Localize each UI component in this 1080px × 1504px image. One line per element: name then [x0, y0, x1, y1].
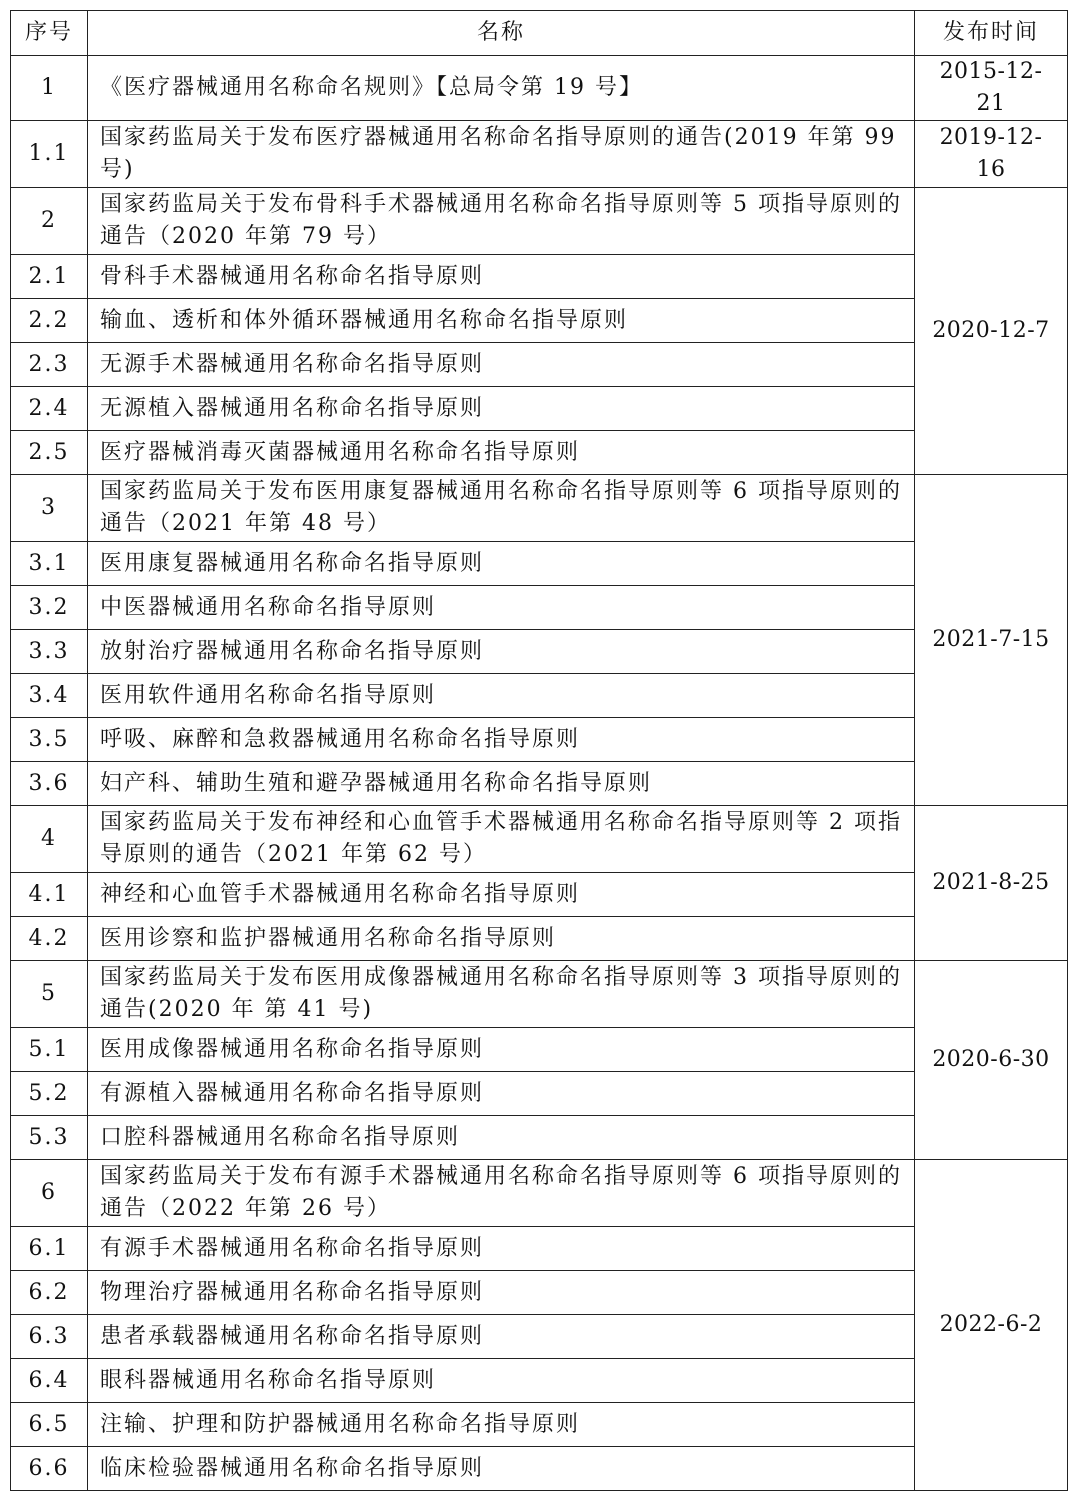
item-name: 医用成像器械通用名称命名指导原则	[88, 1028, 915, 1072]
item-no: 6.4	[11, 1359, 88, 1403]
table-row	[11, 762, 1068, 806]
table-row	[11, 387, 1068, 431]
table-row	[11, 586, 1068, 630]
item-no: 2.4	[11, 387, 88, 431]
item-name: 神经和心血管手术器械通用名称命名指导原则	[88, 873, 915, 917]
item-no: 6.3	[11, 1315, 88, 1359]
table-row	[11, 1315, 1068, 1359]
table-row	[11, 188, 1068, 255]
group-name: 国家药监局关于发布有源手术器械通用名称命名指导原则等 6 项指导原则的通告（2022 年第 26 号）	[88, 1160, 915, 1227]
item-name: 患者承载器械通用名称命名指导原则	[88, 1315, 915, 1359]
table-row	[11, 299, 1068, 343]
header-date: 发布时间	[915, 11, 1068, 56]
table-row	[11, 630, 1068, 674]
table-row	[11, 961, 1068, 1028]
item-no: 2.1	[11, 255, 88, 299]
item-no: 6.2	[11, 1271, 88, 1315]
item-no: 5.3	[11, 1116, 88, 1160]
group-name: 国家药监局关于发布骨科手术器械通用名称命名指导原则等 5 项指导原则的通告（2020 年第 79 号）	[88, 188, 915, 255]
item-no: 2.5	[11, 431, 88, 475]
header-no: 序号	[11, 11, 88, 56]
item-name: 医用诊察和监护器械通用名称命名指导原则	[88, 917, 915, 961]
item-name: 呼吸、麻醉和急救器械通用名称命名指导原则	[88, 718, 915, 762]
item-no: 3.1	[11, 542, 88, 586]
item-name: 医用康复器械通用名称命名指导原则	[88, 542, 915, 586]
item-name: 输血、透析和体外循环器械通用名称命名指导原则	[88, 299, 915, 343]
item-no: 6.6	[11, 1447, 88, 1491]
table-row	[11, 917, 1068, 961]
group-name: 国家药监局关于发布医用成像器械通用名称命名指导原则等 3 项指导原则的通告(2020 年 第 41 号)	[88, 961, 915, 1028]
group-date: 2020-12-7	[915, 188, 1068, 475]
item-no: 6.1	[11, 1227, 88, 1271]
item-no: 3.2	[11, 586, 88, 630]
table-row	[11, 1072, 1068, 1116]
item-no: 2.2	[11, 299, 88, 343]
table-row	[11, 1028, 1068, 1072]
table-row	[11, 1447, 1068, 1491]
table-row	[11, 56, 1068, 121]
table-row	[11, 121, 1068, 188]
row-date: 2015-12-21	[915, 56, 1068, 121]
item-no: 4.1	[11, 873, 88, 917]
item-no: 5.2	[11, 1072, 88, 1116]
item-no: 4.2	[11, 917, 88, 961]
item-name: 医疗器械消毒灭菌器械通用名称命名指导原则	[88, 431, 915, 475]
item-name: 临床检验器械通用名称命名指导原则	[88, 1447, 915, 1491]
table-row	[11, 1359, 1068, 1403]
guideline-table	[10, 10, 1068, 1491]
group-date: 2021-7-15	[915, 475, 1068, 806]
item-name: 医用软件通用名称命名指导原则	[88, 674, 915, 718]
item-name: 物理治疗器械通用名称命名指导原则	[88, 1271, 915, 1315]
item-name: 骨科手术器械通用名称命名指导原则	[88, 255, 915, 299]
table-row	[11, 343, 1068, 387]
item-name: 妇产科、辅助生殖和避孕器械通用名称命名指导原则	[88, 762, 915, 806]
item-no: 3.6	[11, 762, 88, 806]
table-row	[11, 255, 1068, 299]
row-no: 1	[11, 56, 88, 121]
item-no: 3.4	[11, 674, 88, 718]
table-row	[11, 1160, 1068, 1227]
item-name: 放射治疗器械通用名称命名指导原则	[88, 630, 915, 674]
item-name: 有源植入器械通用名称命名指导原则	[88, 1072, 915, 1116]
group-no: 5	[11, 961, 88, 1028]
table-row	[11, 1271, 1068, 1315]
item-name: 无源手术器械通用名称命名指导原则	[88, 343, 915, 387]
header-row	[11, 11, 1068, 56]
row-name: 《医疗器械通用名称命名规则》【总局令第 19 号】	[88, 56, 915, 121]
group-date: 2020-6-30	[915, 961, 1068, 1160]
group-no: 6	[11, 1160, 88, 1227]
group-no: 2	[11, 188, 88, 255]
row-name: 国家药监局关于发布医疗器械通用名称命名指导原则的通告(2019 年第 99 号)	[88, 121, 915, 188]
item-name: 注输、护理和防护器械通用名称命名指导原则	[88, 1403, 915, 1447]
group-date: 2021-8-25	[915, 806, 1068, 961]
item-name: 有源手术器械通用名称命名指导原则	[88, 1227, 915, 1271]
table-row	[11, 1116, 1068, 1160]
item-name: 口腔科器械通用名称命名指导原则	[88, 1116, 915, 1160]
group-name: 国家药监局关于发布神经和心血管手术器械通用名称命名指导原则等 2 项指导原则的通告（2021 年第 62 号）	[88, 806, 915, 873]
item-no: 3.3	[11, 630, 88, 674]
item-name: 中医器械通用名称命名指导原则	[88, 586, 915, 630]
table-row	[11, 674, 1068, 718]
table-row	[11, 1403, 1068, 1447]
row-no: 1.1	[11, 121, 88, 188]
item-name: 眼科器械通用名称命名指导原则	[88, 1359, 915, 1403]
table-row	[11, 475, 1068, 542]
table-row	[11, 806, 1068, 873]
header-name: 名称	[88, 11, 915, 56]
table-row	[11, 1227, 1068, 1271]
item-name: 无源植入器械通用名称命名指导原则	[88, 387, 915, 431]
group-date: 2022-6-2	[915, 1160, 1068, 1491]
item-no: 3.5	[11, 718, 88, 762]
item-no: 5.1	[11, 1028, 88, 1072]
group-no: 3	[11, 475, 88, 542]
item-no: 2.3	[11, 343, 88, 387]
item-no: 6.5	[11, 1403, 88, 1447]
row-date: 2019-12-16	[915, 121, 1068, 188]
group-no: 4	[11, 806, 88, 873]
group-name: 国家药监局关于发布医用康复器械通用名称命名指导原则等 6 项指导原则的通告（2021 年第 48 号）	[88, 475, 915, 542]
table-row	[11, 873, 1068, 917]
table-row	[11, 431, 1068, 475]
table-row	[11, 542, 1068, 586]
table-row	[11, 718, 1068, 762]
